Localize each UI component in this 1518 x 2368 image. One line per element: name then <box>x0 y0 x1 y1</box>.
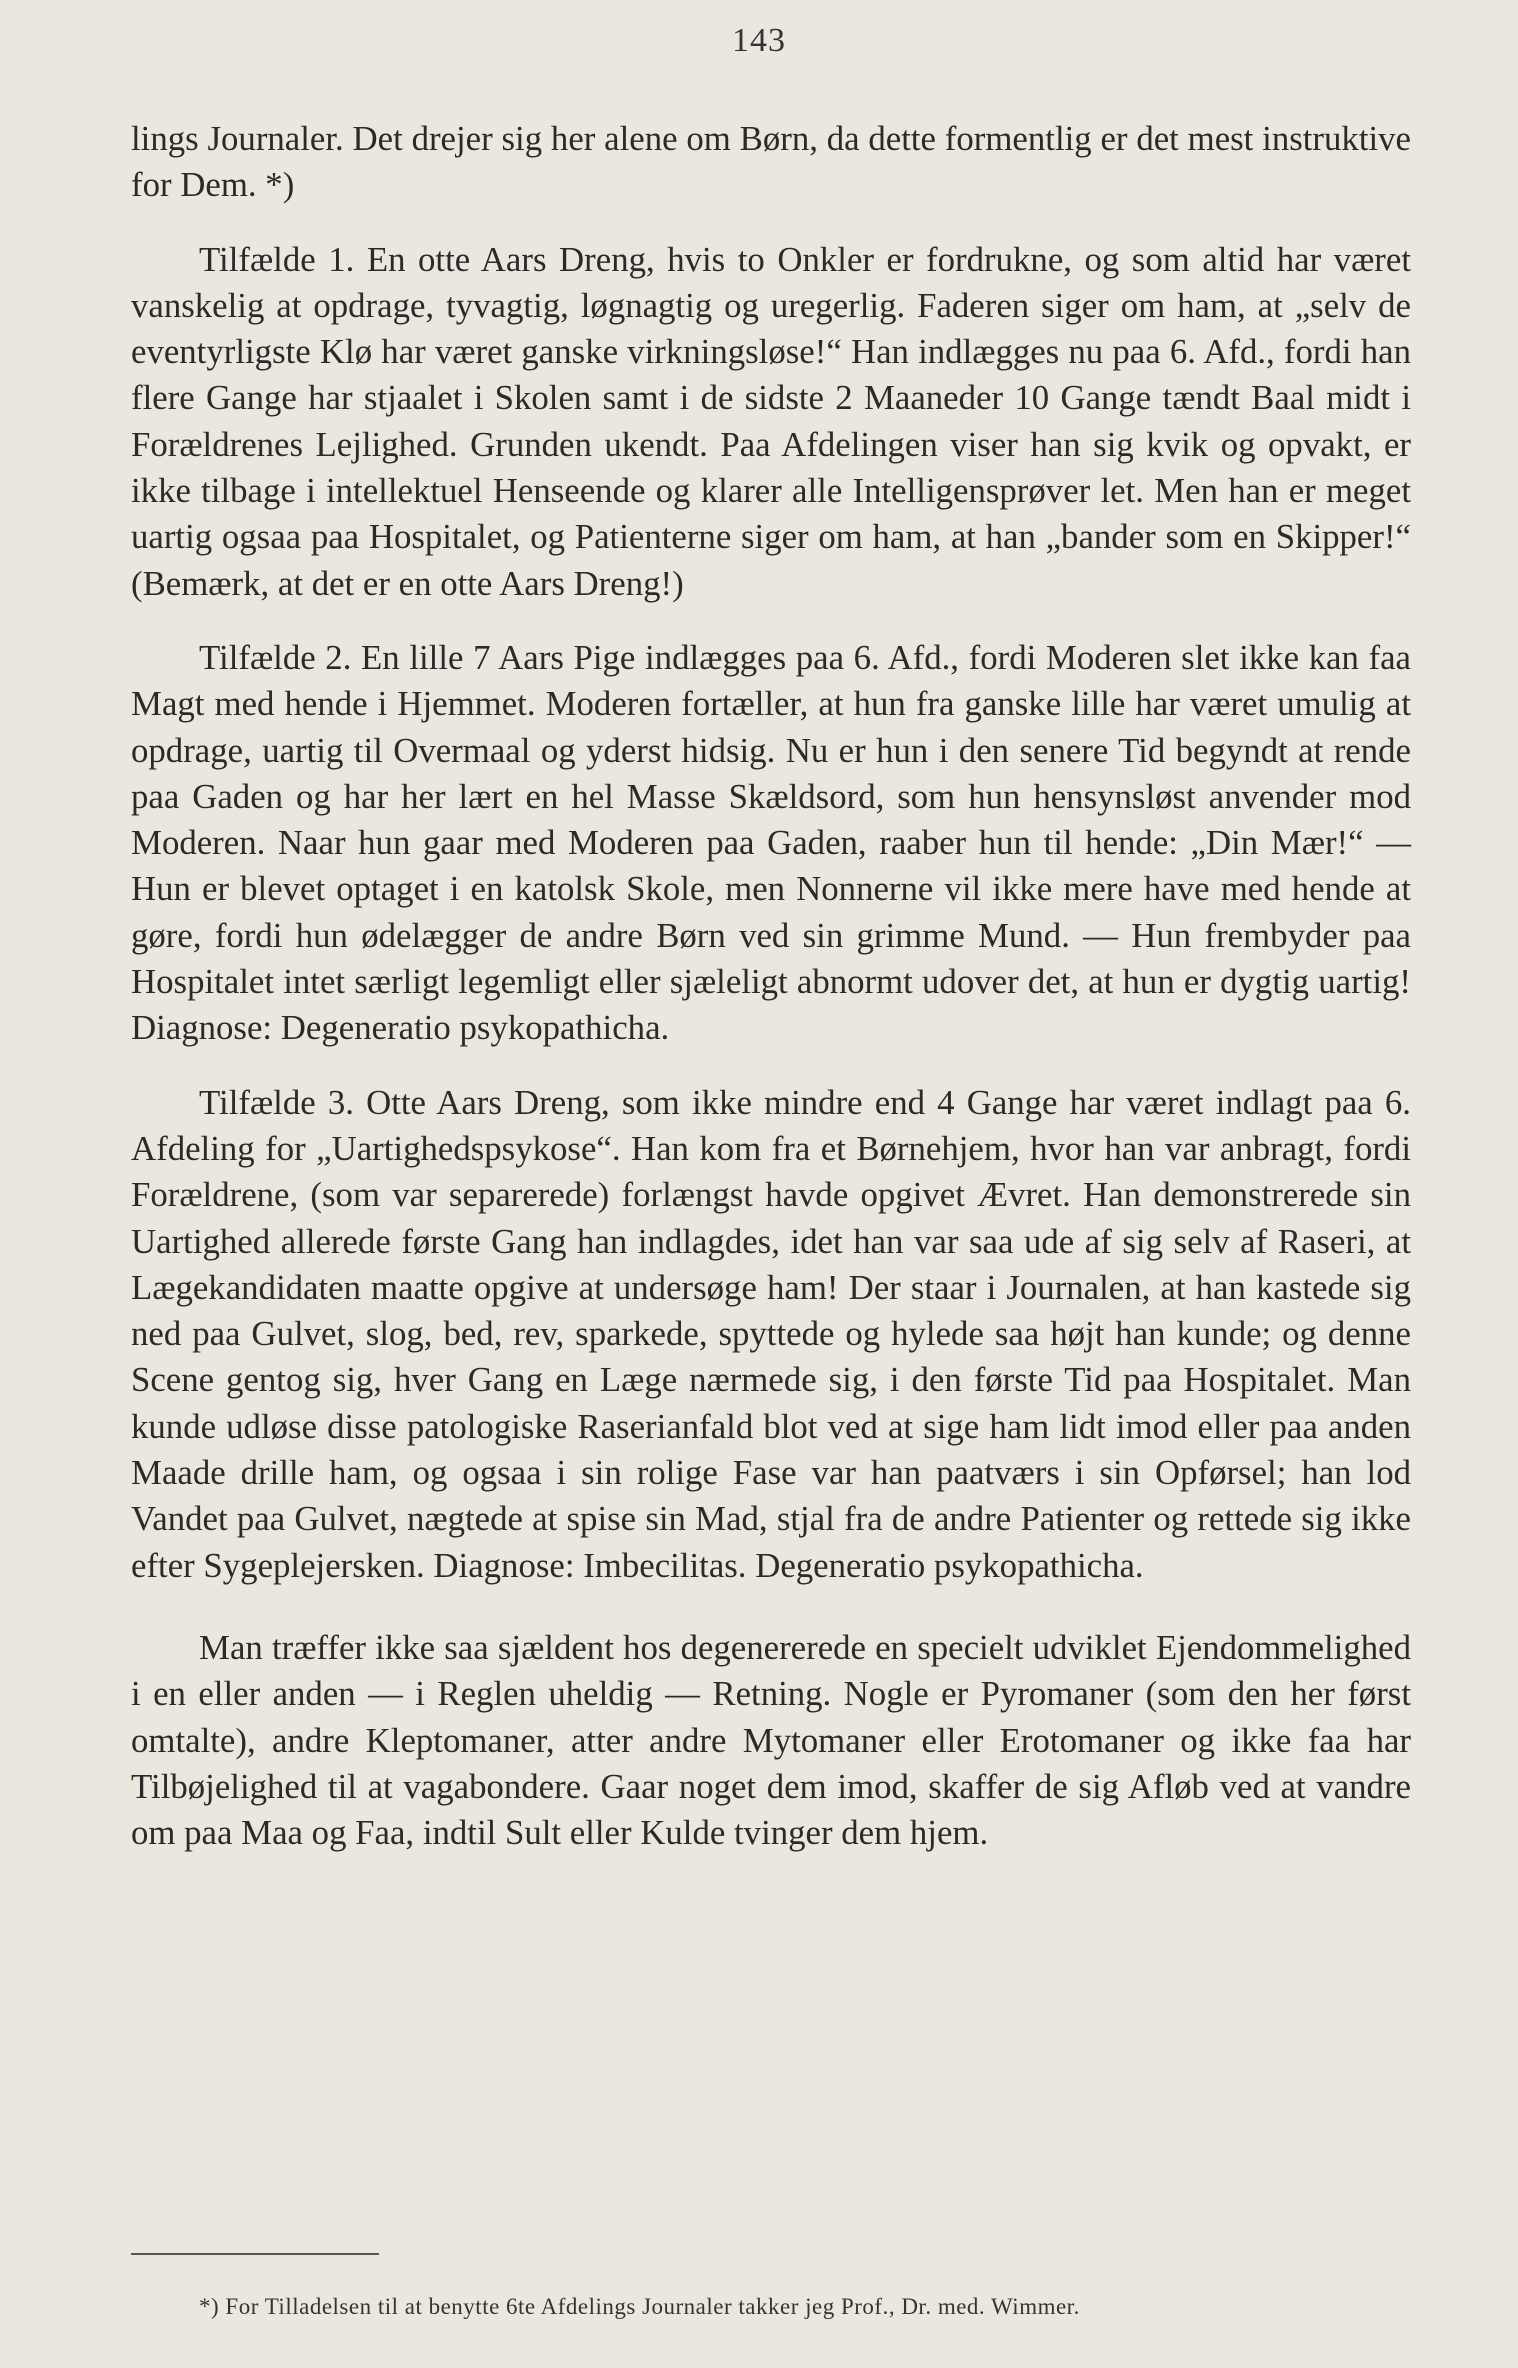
paragraph-case-3: Tilfælde 3. Otte Aars Dreng, som ikke mindre end 4 Gange har været indlagt paa 6. Afdeling for „Uartighedspsykose“. Han kom fra et Børnehjem, hvor han var anbragt, fordi Forældrene, (som var separerede) forlængst havde opgivet Ævret. Han demonstrerede sin Uartighed allerede første Gang han indlagdes, idet han var saa ude af sig selv af Raseri, at Lægekandidaten maatte opgive at undersøge ham! Der staar i Journalen, at han kastede sig ned paa Gulvet, slog, bed, rev, sparkede, spyttede og hylede saa højt han kunde; og denne Scene gentog sig, hver Gang en Læge nærmede sig, i den første Tid paa Hospitalet. Man kunde udløse disse patologiske Raserianfald blot ved at sige ham lidt imod eller paa anden Maade drille ham, og ogsaa i sin rolige Fase var han paatværs i sin Opførsel; han lod Vandet paa Gulvet, nægtede at spise sin Mad, stjal fra de andre Patienter og rettede sig ikke efter Sygeplejersken. Diagnose: Imbecilitas. Degeneratio psykopathicha. <box>131 1082 1411 1585</box>
paragraph-case-1: Tilfælde 1. En otte Aars Dreng, hvis to Onkler er fordrukne, og som altid har været vanskelig at opdrage, tyvagtig, løgnagtig og uregerlig. Faderen siger om ham, at „selv de eventyrligste Klø har været ganske virkningsløse!“ Han indlægges nu paa 6. Afd., fordi han flere Gange har stjaalet i Skolen samt i de sidste 2 Maaneder 10 Gange tændt Baal midt i Forældrenes Lejlighed. Grunden ukendt. Paa Afdelingen viser han sig kvik og opvakt, er ikke tilbage i intellektuel Henseende og klarer alle Intelligensprøver let. Men han er meget uartig ogsaa paa Hospitalet, og Patienterne siger om ham, at han „bander som en Skipper!“ (Bemærk, at det er en otte Aars Dreng!) <box>131 239 1411 603</box>
footnote-divider <box>131 2253 379 2255</box>
paragraph-continuation: lings Journaler. Det drejer sig her alene om Børn, da dette formentlig er det mest instruktive for Dem. *) <box>131 119 1411 205</box>
paragraph-conclusion: Man træffer ikke saa sjældent hos degenererede en specielt udviklet Ejendommelighed i en eller anden — i Reglen uheldig — Retning. Nogle er Pyromaner (som den her først omtalte), andre Kleptomaner, atter andre Mytomaner eller Erotomaner og ikke faa har Tilbøjelighed til at vagabondere. Gaar noget dem imod, skaffer de sig Afløb ved at vandre om paa Maa og Faa, indtil Sult eller Kulde tvinger dem hjem. <box>131 1627 1411 1853</box>
page-number: 143 <box>732 22 786 59</box>
footnote: *) For Tilladelsen til at benytte 6te Afdelings Journaler takker jeg Prof., Dr. med. Wimmer. <box>199 2294 1080 2319</box>
body-text <box>131 116 1411 1856</box>
paragraph-case-2: Tilfælde 2. En lille 7 Aars Pige indlægges paa 6. Afd., fordi Moderen slet ikke kan faa Magt med hende i Hjemmet. Moderen fortæller, at hun fra ganske lille har været umulig at opdrage, uartig til Overmaal og yderst hidsig. Nu er hun i den senere Tid begyndt at rende paa Gaden og har her lært en hel Masse Skældsord, som hun hensynsløst anvender mod Moderen. Naar hun gaar med Moderen paa Gaden, raaber hun til hende: „Din Mær!“ — Hun er blevet optaget i en katolsk Skole, men Nonnerne vil ikke mere have med hende at gøre, fordi hun ødelægger de andre Børn ved sin grimme Mund. — Hun frembyder paa Hospitalet intet særligt legemligt eller sjæleligt abnormt udover det, at hun er dygtig uartig! Diagnose: Degeneratio psykopathicha. <box>131 637 1411 1048</box>
